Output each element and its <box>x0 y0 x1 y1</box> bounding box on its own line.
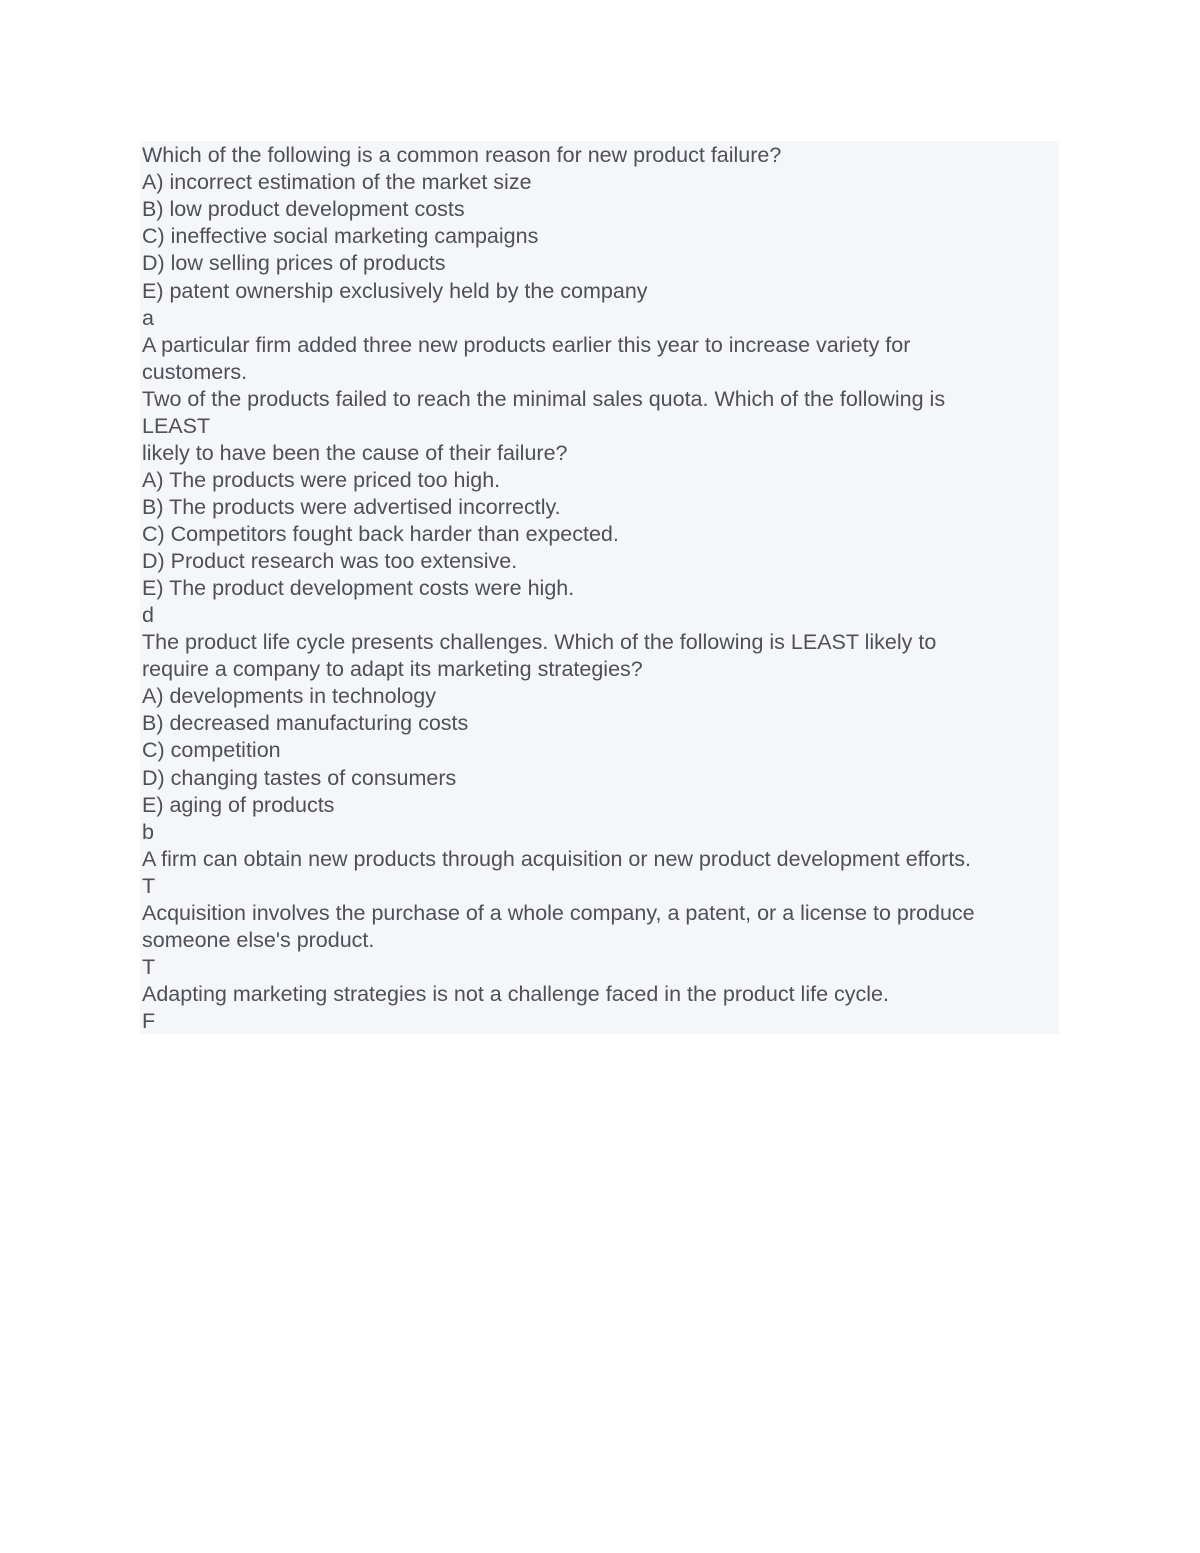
question-1-option-e: E) patent ownership exclusively held by the company <box>142 279 648 303</box>
question-3-text-line-1: The product life cycle presents challenges. Which of the following is LEAST likely to <box>142 630 937 654</box>
question-2-text-line-4: LEAST <box>142 414 211 438</box>
question-1-option-b: B) low product development costs <box>142 197 465 221</box>
question-2-option-d: D) Product research was too extensive. <box>142 549 518 573</box>
question-3-option-a: A) developments in technology <box>142 684 437 708</box>
statement-3-text: Adapting marketing strategies is not a challenge faced in the product life cycle. <box>142 982 889 1006</box>
question-2-text-line-2: customers. <box>142 360 248 384</box>
question-1-answer: a <box>142 306 154 330</box>
question-1-option-a: A) incorrect estimation of the market size <box>142 170 532 194</box>
statement-2-text-line-2: someone else's product. <box>142 928 375 952</box>
question-2-option-b: B) The products were advertised incorrectly. <box>142 495 561 519</box>
statement-1-answer: T <box>142 874 156 898</box>
statement-3-answer: F <box>142 1009 156 1033</box>
question-1-text: Which of the following is a common reason for new product failure? <box>142 143 782 167</box>
question-2-option-c: C) Competitors fought back harder than expected. <box>142 522 619 546</box>
question-2-option-e: E) The product development costs were high. <box>142 576 575 600</box>
question-3-text-line-2: require a company to adapt its marketing strategies? <box>142 657 643 681</box>
question-3-answer: b <box>142 820 154 844</box>
question-3-option-e: E) aging of products <box>142 793 335 817</box>
question-2-option-a: A) The products were priced too high. <box>142 468 501 492</box>
question-2-text-line-5: likely to have been the cause of their failure? <box>142 441 568 465</box>
question-2-answer: d <box>142 603 154 627</box>
question-3-option-b: B) decreased manufacturing costs <box>142 711 469 735</box>
question-3-option-d: D) changing tastes of consumers <box>142 766 457 790</box>
statement-2-answer: T <box>142 955 156 979</box>
document-text-block <box>140 141 1059 1034</box>
question-2-text-line-3: Two of the products failed to reach the minimal sales quota. Which of the following is <box>142 387 946 411</box>
question-1-option-d: D) low selling prices of products <box>142 251 446 275</box>
statement-2-text-line-1: Acquisition involves the purchase of a whole company, a patent, or a license to produce <box>142 901 975 925</box>
question-2-text-line-1: A particular firm added three new products earlier this year to increase variety for <box>142 333 911 357</box>
question-3-option-c: C) competition <box>142 738 281 762</box>
statement-1-text: A firm can obtain new products through acquisition or new product development efforts. <box>142 847 972 871</box>
question-1-option-c: C) ineffective social marketing campaigns <box>142 224 539 248</box>
